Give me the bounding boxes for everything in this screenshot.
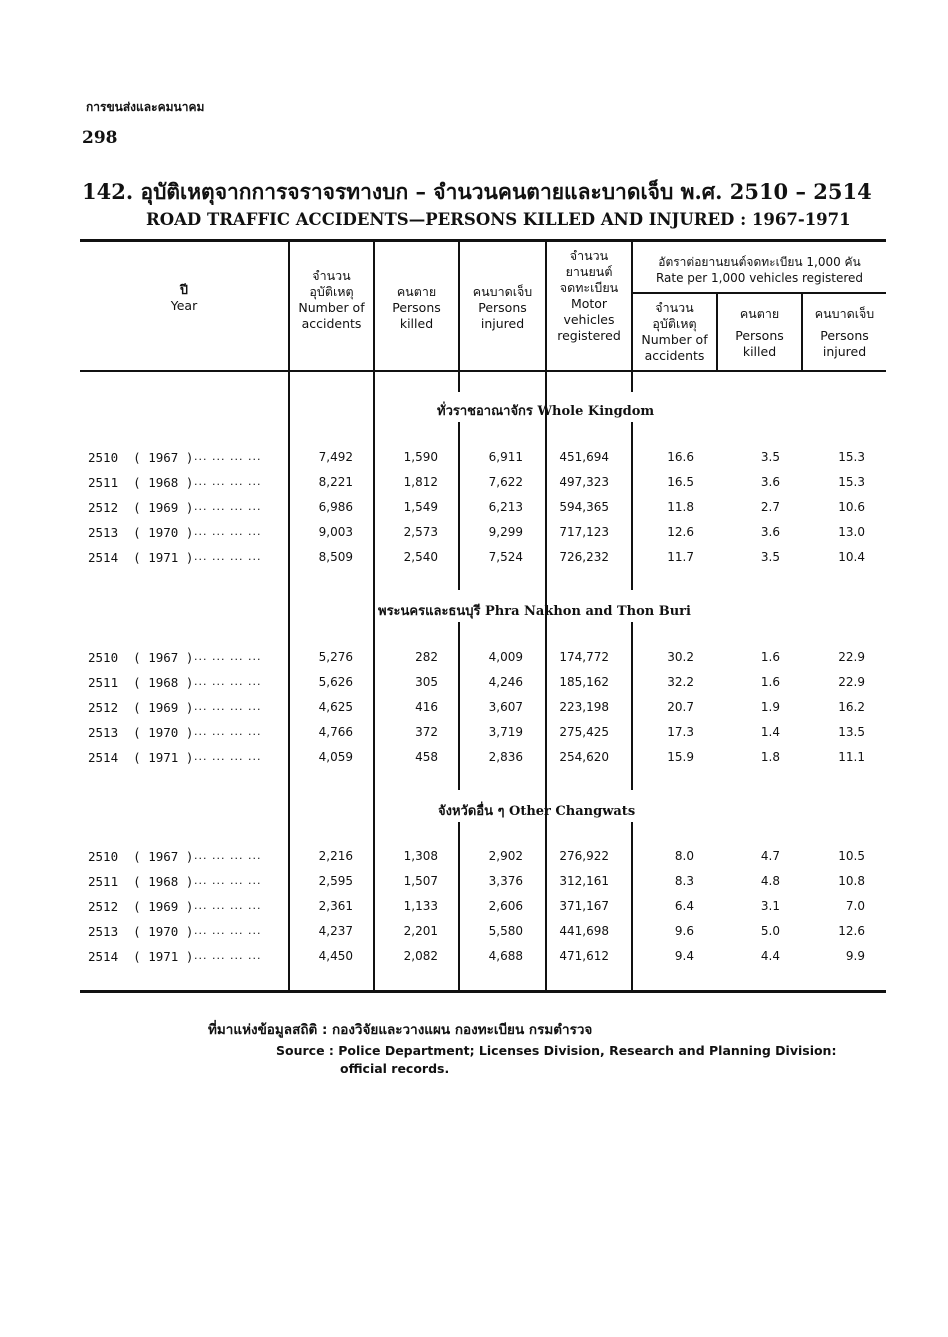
page-number: 298 bbox=[82, 128, 118, 148]
source-line-1: Police Department; Licenses Division, Research and Planning Division: bbox=[338, 1043, 837, 1058]
cell-killed: 305 bbox=[415, 675, 438, 689]
cell-rate-killed: 3.5 bbox=[760, 450, 780, 464]
cell-killed: 458 bbox=[415, 750, 438, 764]
cell-rate-killed: 1.8 bbox=[760, 750, 780, 764]
cell-rate-injured: 10.6 bbox=[838, 500, 865, 514]
cell-accidents: 6,986 bbox=[318, 500, 353, 514]
table-row bbox=[0, 949, 948, 967]
col-label: injured bbox=[480, 316, 525, 331]
cell-rate-accidents: 8.3 bbox=[674, 874, 694, 888]
table-title-english: ROAD TRAFFIC ACCIDENTS—PERSONS KILLED AND INJURED : 1967-1971 bbox=[146, 210, 851, 229]
cell-killed: 282 bbox=[415, 650, 438, 664]
row-year: 2510 ( 1967 ) bbox=[88, 650, 194, 665]
leader-dots: ... ... ... ... bbox=[194, 450, 262, 463]
table-row bbox=[0, 550, 948, 568]
cell-rate-injured: 7.0 bbox=[845, 899, 865, 913]
cell-rate-injured: 10.4 bbox=[838, 550, 865, 564]
cell-vehicles: 717,123 bbox=[559, 525, 609, 539]
cell-rate-accidents: 32.2 bbox=[667, 675, 694, 689]
cell-killed: 1,133 bbox=[403, 899, 438, 913]
cell-killed: 1,812 bbox=[403, 475, 438, 489]
col-label: Rate per 1,000 vehicles registered bbox=[655, 271, 864, 285]
cell-rate-killed: 1.4 bbox=[760, 725, 780, 739]
col-label: Persons bbox=[392, 300, 441, 315]
table-row bbox=[0, 700, 948, 718]
cell-rate-accidents: 20.7 bbox=[667, 700, 694, 714]
cell-accidents: 4,237 bbox=[318, 924, 353, 938]
cell-accidents: 4,450 bbox=[318, 949, 353, 963]
col-label: killed bbox=[742, 344, 777, 359]
leader-dots: ... ... ... ... bbox=[194, 500, 262, 513]
section-label: จังหวัดอื่น ๆ Other Changwats bbox=[438, 804, 636, 819]
leader-dots: ... ... ... ... bbox=[194, 675, 262, 688]
col-label: injured bbox=[822, 344, 867, 359]
cell-rate-accidents: 9.6 bbox=[674, 924, 694, 938]
cell-accidents: 5,276 bbox=[318, 650, 353, 664]
cell-vehicles: 276,922 bbox=[559, 849, 609, 863]
table-row bbox=[0, 525, 948, 543]
row-year: 2510 ( 1967 ) bbox=[88, 849, 194, 864]
cell-killed: 1,308 bbox=[403, 849, 438, 863]
cell-rate-accidents: 9.4 bbox=[674, 949, 694, 963]
row-year: 2512 ( 1969 ) bbox=[88, 500, 194, 515]
cell-vehicles: 174,772 bbox=[559, 650, 609, 664]
cell-rate-accidents: 8.0 bbox=[674, 849, 694, 863]
body-divider bbox=[458, 372, 460, 392]
cell-rate-killed: 1.6 bbox=[760, 675, 780, 689]
cell-killed: 416 bbox=[415, 700, 438, 714]
cell-killed: 2,540 bbox=[403, 550, 438, 564]
cell-killed: 2,573 bbox=[403, 525, 438, 539]
row-year: 2513 ( 1970 ) bbox=[88, 525, 194, 540]
cell-accidents: 8,509 bbox=[318, 550, 353, 564]
cell-accidents: 5,626 bbox=[318, 675, 353, 689]
cell-rate-accidents: 30.2 bbox=[667, 650, 694, 664]
row-year: 2510 ( 1967 ) bbox=[88, 450, 194, 465]
row-year: 2511 ( 1968 ) bbox=[88, 675, 194, 690]
col-injured-header bbox=[460, 284, 545, 332]
cell-rate-injured: 12.6 bbox=[838, 924, 865, 938]
source-thai: ที่มาแห่งข้อมูลสถิติ : กองวิจัยและวางแผน กองทะเบียน กรมตำรวจ bbox=[208, 1022, 593, 1038]
cell-rate-accidents: 15.9 bbox=[667, 750, 694, 764]
table-top-rule bbox=[80, 239, 886, 242]
col-label: Number of bbox=[641, 332, 708, 347]
cell-rate-killed: 1.9 bbox=[760, 700, 780, 714]
cell-rate-injured: 11.1 bbox=[838, 750, 865, 764]
cell-accidents: 2,216 bbox=[318, 849, 353, 863]
col-label: Persons bbox=[820, 328, 869, 343]
row-year: 2513 ( 1970 ) bbox=[88, 924, 194, 939]
cell-killed: 1,507 bbox=[403, 874, 438, 888]
cell-injured: 7,524 bbox=[488, 550, 523, 564]
col-label: อุบัติเหตุ bbox=[309, 284, 354, 299]
table-row bbox=[0, 899, 948, 917]
table-row bbox=[0, 750, 948, 768]
col-rate-accidents-header bbox=[633, 300, 716, 364]
cell-accidents: 4,766 bbox=[318, 725, 353, 739]
cell-vehicles: 185,162 bbox=[559, 675, 609, 689]
col-label: Motor bbox=[570, 296, 608, 311]
leader-dots: ... ... ... ... bbox=[194, 750, 262, 763]
cell-rate-injured: 15.3 bbox=[838, 475, 865, 489]
col-label: accidents bbox=[301, 316, 362, 331]
leader-dots: ... ... ... ... bbox=[194, 650, 262, 663]
cell-injured: 6,213 bbox=[488, 500, 523, 514]
cell-rate-killed: 4.8 bbox=[760, 874, 780, 888]
cell-accidents: 2,361 bbox=[318, 899, 353, 913]
cell-injured: 3,607 bbox=[488, 700, 523, 714]
cell-injured: 4,009 bbox=[488, 650, 523, 664]
col-label: Number of bbox=[298, 300, 365, 315]
source-line-2: official records. bbox=[340, 1061, 450, 1076]
cell-rate-injured: 13.5 bbox=[838, 725, 865, 739]
table-row bbox=[0, 475, 948, 493]
col-label: คนบาดเจ็บ bbox=[814, 306, 875, 321]
table-row bbox=[0, 500, 948, 518]
col-label: จำนวน bbox=[569, 248, 609, 263]
col-label: Persons bbox=[735, 328, 784, 343]
cell-accidents: 9,003 bbox=[318, 525, 353, 539]
table-row bbox=[0, 650, 948, 668]
col-label: จำนวน bbox=[312, 268, 351, 283]
col-label: accidents bbox=[644, 348, 705, 363]
cell-rate-killed: 3.1 bbox=[760, 899, 780, 913]
body-divider bbox=[631, 372, 633, 392]
leader-dots: ... ... ... ... bbox=[194, 475, 262, 488]
col-label: Persons bbox=[478, 300, 527, 315]
cell-rate-killed: 1.6 bbox=[760, 650, 780, 664]
cell-rate-injured: 15.3 bbox=[838, 450, 865, 464]
col-label: killed bbox=[399, 316, 434, 331]
cell-rate-injured: 22.9 bbox=[838, 675, 865, 689]
cell-injured: 2,902 bbox=[488, 849, 523, 863]
cell-injured: 3,376 bbox=[488, 874, 523, 888]
col-vehicles-header bbox=[547, 248, 631, 344]
col-rate-group-header bbox=[633, 254, 886, 286]
cell-vehicles: 497,323 bbox=[559, 475, 609, 489]
cell-rate-killed: 4.7 bbox=[760, 849, 780, 863]
col-killed-header bbox=[375, 284, 458, 332]
rate-group-rule bbox=[632, 292, 886, 294]
col-year-en: Year bbox=[170, 298, 198, 313]
table-row bbox=[0, 924, 948, 942]
row-year: 2511 ( 1968 ) bbox=[88, 874, 194, 889]
table-row bbox=[0, 450, 948, 468]
col-rate-killed-header bbox=[718, 306, 801, 360]
row-year: 2512 ( 1969 ) bbox=[88, 700, 194, 715]
row-year: 2514 ( 1971 ) bbox=[88, 949, 194, 964]
cell-rate-accidents: 6.4 bbox=[674, 899, 694, 913]
header-bottom-rule bbox=[80, 370, 886, 372]
cell-rate-killed: 4.4 bbox=[760, 949, 780, 963]
col-rate-injured-header bbox=[803, 306, 886, 360]
cell-accidents: 4,059 bbox=[318, 750, 353, 764]
row-year: 2512 ( 1969 ) bbox=[88, 899, 194, 914]
leader-dots: ... ... ... ... bbox=[194, 924, 262, 937]
col-label: อัตราต่อยานยนต์จดทะเบียน 1,000 คัน bbox=[658, 255, 861, 269]
cell-vehicles: 371,167 bbox=[559, 899, 609, 913]
col-year-th: ปี bbox=[180, 282, 188, 297]
leader-dots: ... ... ... ... bbox=[194, 949, 262, 962]
cell-rate-injured: 22.9 bbox=[838, 650, 865, 664]
cell-rate-killed: 3.6 bbox=[760, 475, 780, 489]
source-label: Source : bbox=[276, 1043, 334, 1058]
cell-rate-injured: 16.2 bbox=[838, 700, 865, 714]
cell-rate-accidents: 11.7 bbox=[667, 550, 694, 564]
cell-vehicles: 223,198 bbox=[559, 700, 609, 714]
cell-injured: 7,622 bbox=[488, 475, 523, 489]
cell-vehicles: 726,232 bbox=[559, 550, 609, 564]
leader-dots: ... ... ... ... bbox=[194, 899, 262, 912]
cell-rate-killed: 3.5 bbox=[760, 550, 780, 564]
cell-injured: 3,719 bbox=[488, 725, 523, 739]
cell-killed: 2,201 bbox=[403, 924, 438, 938]
cell-killed: 1,549 bbox=[403, 500, 438, 514]
source-english bbox=[276, 1042, 836, 1078]
col-year-header bbox=[82, 282, 286, 314]
table-row bbox=[0, 849, 948, 867]
cell-injured: 9,299 bbox=[488, 525, 523, 539]
cell-accidents: 7,492 bbox=[318, 450, 353, 464]
cell-accidents: 2,595 bbox=[318, 874, 353, 888]
cell-vehicles: 275,425 bbox=[559, 725, 609, 739]
col-label: คนบาดเจ็บ bbox=[472, 284, 533, 299]
cell-rate-injured: 10.5 bbox=[838, 849, 865, 863]
cell-rate-accidents: 17.3 bbox=[667, 725, 694, 739]
row-year: 2514 ( 1971 ) bbox=[88, 550, 194, 565]
cell-rate-accidents: 16.5 bbox=[667, 475, 694, 489]
col-label: คนตาย bbox=[739, 306, 780, 321]
row-year: 2514 ( 1971 ) bbox=[88, 750, 194, 765]
leader-dots: ... ... ... ... bbox=[194, 874, 262, 887]
leader-dots: ... ... ... ... bbox=[194, 525, 262, 538]
col-label: ยานยนต์ bbox=[565, 264, 613, 279]
cell-vehicles: 594,365 bbox=[559, 500, 609, 514]
cell-killed: 2,082 bbox=[403, 949, 438, 963]
cell-killed: 1,590 bbox=[403, 450, 438, 464]
cell-injured: 5,580 bbox=[488, 924, 523, 938]
table-row bbox=[0, 725, 948, 743]
running-header: การขนส่งและคมนาคม bbox=[86, 100, 205, 114]
cell-injured: 2,836 bbox=[488, 750, 523, 764]
cell-rate-killed: 5.0 bbox=[760, 924, 780, 938]
cell-vehicles: 451,694 bbox=[559, 450, 609, 464]
cell-vehicles: 471,612 bbox=[559, 949, 609, 963]
section-label: ทั่วราชอาณาจักร Whole Kingdom bbox=[437, 404, 655, 419]
table-bottom-rule bbox=[80, 990, 886, 993]
table-row bbox=[0, 874, 948, 892]
leader-dots: ... ... ... ... bbox=[194, 849, 262, 862]
section-label: พระนครและธนบุรี Phra Nakhon and Thon Buri bbox=[378, 604, 691, 619]
cell-killed: 372 bbox=[415, 725, 438, 739]
cell-rate-injured: 9.9 bbox=[845, 949, 865, 963]
cell-injured: 4,688 bbox=[488, 949, 523, 963]
leader-dots: ... ... ... ... bbox=[194, 700, 262, 713]
leader-dots: ... ... ... ... bbox=[194, 550, 262, 563]
cell-rate-accidents: 11.8 bbox=[667, 500, 694, 514]
cell-vehicles: 254,620 bbox=[559, 750, 609, 764]
cell-rate-injured: 13.0 bbox=[838, 525, 865, 539]
leader-dots: ... ... ... ... bbox=[194, 725, 262, 738]
cell-vehicles: 312,161 bbox=[559, 874, 609, 888]
col-label: registered bbox=[557, 328, 621, 343]
row-year: 2513 ( 1970 ) bbox=[88, 725, 194, 740]
col-label: คนตาย bbox=[396, 284, 437, 299]
cell-injured: 6,911 bbox=[488, 450, 523, 464]
cell-injured: 2,606 bbox=[488, 899, 523, 913]
col-label: อุบัติเหตุ bbox=[652, 316, 697, 331]
table-row bbox=[0, 675, 948, 693]
col-label: จดทะเบียน bbox=[559, 280, 619, 295]
cell-accidents: 8,221 bbox=[318, 475, 353, 489]
table-title-thai: 142. อุบัติเหตุจากการจราจรทางบก – จำนวนคนตายและบาดเจ็บ พ.ศ. 2510 – 2514 bbox=[82, 179, 872, 204]
cell-rate-accidents: 12.6 bbox=[667, 525, 694, 539]
col-accidents-header bbox=[290, 268, 373, 332]
col-label: จำนวน bbox=[655, 300, 694, 315]
cell-vehicles: 441,698 bbox=[559, 924, 609, 938]
cell-injured: 4,246 bbox=[488, 675, 523, 689]
cell-rate-injured: 10.8 bbox=[838, 874, 865, 888]
cell-rate-killed: 2.7 bbox=[760, 500, 780, 514]
col-label: vehicles bbox=[563, 312, 615, 327]
cell-accidents: 4,625 bbox=[318, 700, 353, 714]
cell-rate-accidents: 16.6 bbox=[667, 450, 694, 464]
cell-rate-killed: 3.6 bbox=[760, 525, 780, 539]
row-year: 2511 ( 1968 ) bbox=[88, 475, 194, 490]
